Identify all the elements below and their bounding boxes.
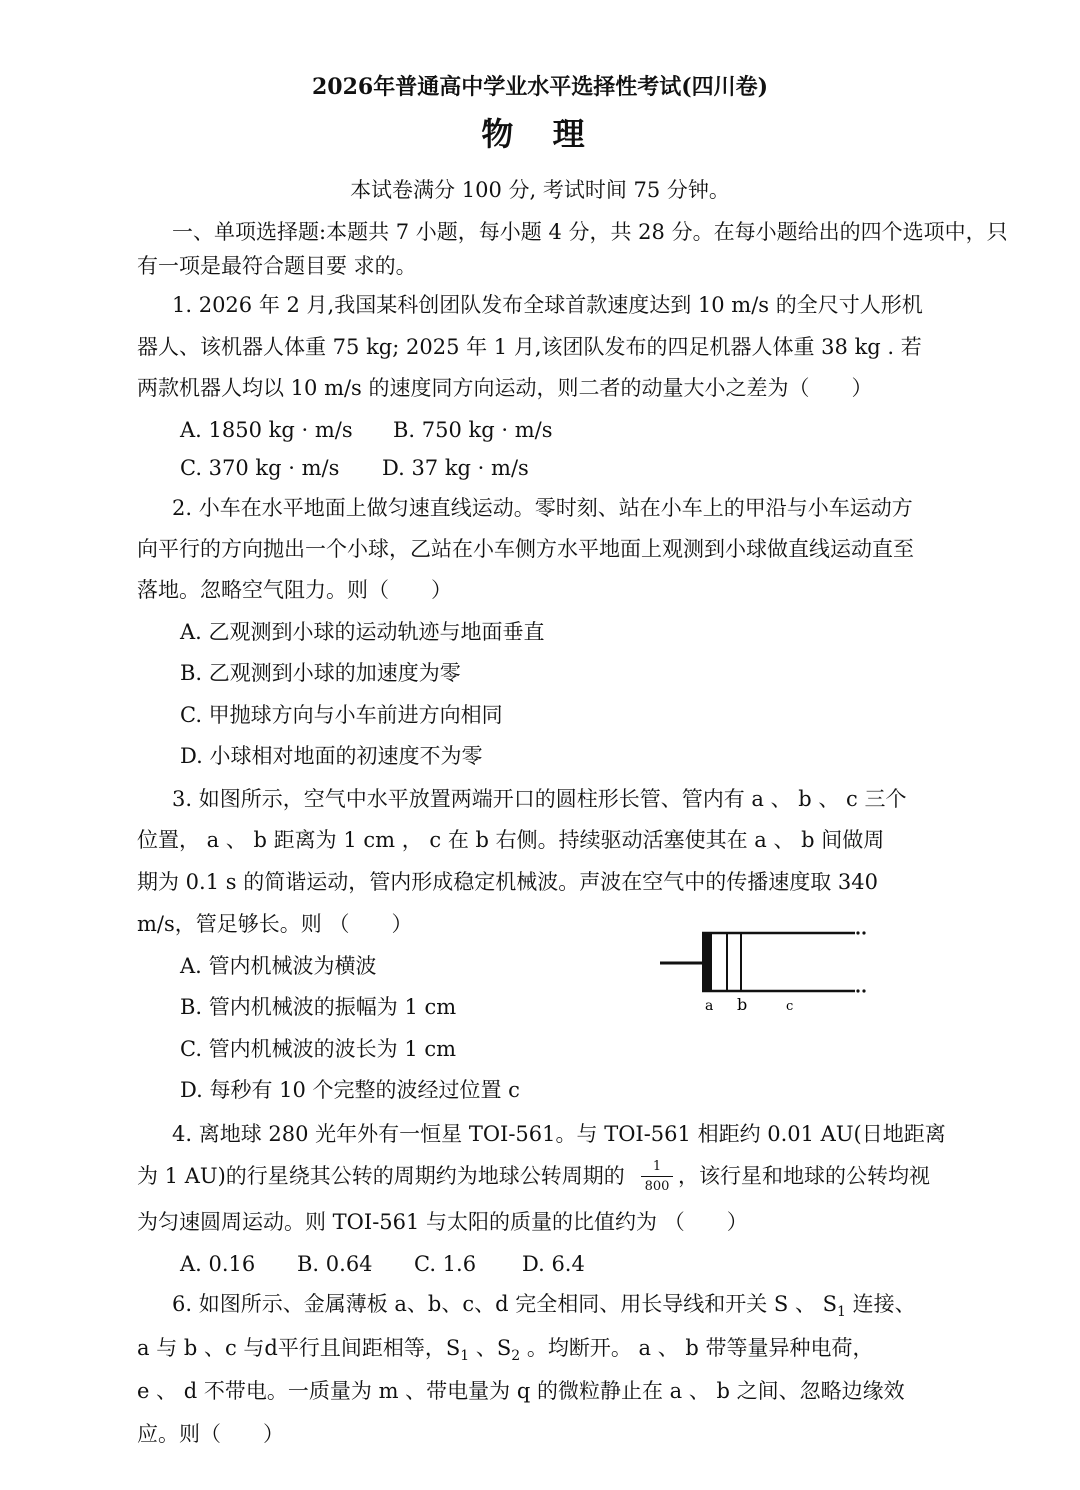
q6-line1-tail: 连接、 [845,1292,916,1316]
q6-line2-sub1: 1 [460,1348,470,1365]
q1-line3: 两款机器人均以 10 m/s 的速度同方向运动，则二者的动量大小之差为（ ） [137,376,873,400]
q4-line2-tail: ，该行星和地球的公转均视 [678,1164,930,1188]
q4-line2: 为 1 AU)的行星绕其公转的周期约为地球公转周期的 [137,1164,625,1188]
tube-bottom-dot-2 [862,989,865,992]
q3-option-d: D. 每秒有 10 个完整的波经过位置 c [180,1078,520,1102]
q3-line3: 期为 0.1 s 的简谐运动，管内形成稳定机械波。声波在空气中的传播速度取 340 [137,870,878,894]
q2-line2: 向平行的方向抛出一个小球，乙站在小车侧方水平地面上观测到小球做直线运动直至 [137,537,914,561]
piston [702,933,712,991]
fraction-numerator: 1 [641,1160,673,1177]
q1-line2: 器人、该机器人体重 75 kg; 2025 年 1 月,该团队发布的四足机器人体重 38 kg . 若 [137,335,922,359]
q2-option-b: B. 乙观测到小球的加速度为零 [180,661,461,685]
exam-note: 本试卷满分 100 分, 考试时间 75 分钟。 [350,178,730,202]
fraction-period-ratio [641,1160,673,1193]
subject-title: 物 理 [481,115,599,153]
q6-line2-tail: 。均断开。 a 、 b 带等量异种电荷， [520,1336,874,1360]
q1-line1: 1. 2026 年 2 月,我国某科创团队发布全球首款速度达到 10 m/s 的全尺寸人形机 [172,293,923,317]
q4-option-d: D. 6.4 [522,1252,585,1276]
label-b: b [737,995,748,1014]
q1-option-c: C. 370 kg · m/s [180,456,340,480]
fraction-denominator: 800 [644,1179,670,1194]
q3-option-a: A. 管内机械波为横波 [180,954,377,978]
tube-piston-figure [655,925,870,1015]
q2-line1: 2. 小车在水平地面上做匀速直线运动。零时刻、站在小车上的甲沿与小车运动方 [172,496,913,520]
tube-top-dot-1 [856,931,859,934]
q3-line2: 位置， a 、 b 距离为 1 cm ， c 在 b 右侧。持续驱动活塞使其在 a 、 b 间做周 [137,828,885,852]
q1-option-a: A. 1850 kg · m/s [180,418,353,442]
q4-option-a: A. 0.16 [180,1252,256,1276]
q3-option-b: B. 管内机械波的振幅为 1 cm [180,995,457,1019]
q6-line1-sub: 1 [837,1304,846,1321]
q4-line3: 为匀速圆周运动。则 TOI-561 与太阳的质量的比值约为 （ ） [137,1210,748,1234]
q1-option-d: D. 37 kg · m/s [382,456,529,480]
q1-option-b: B. 750 kg · m/s [393,418,553,442]
exam-title: 2026年普通高中学业水平选择性考试(四川卷) [311,74,769,100]
section-instructions-line1: 一、单项选择题:本题共 7 小题，每小题 4 分，共 28 分。在每小题给出的四个选项中，只 [172,220,1008,244]
section-instructions-line2: 有一项是最符合题目要 求的。 [137,254,417,278]
q6-line2-text: a 与 b 、c 与d平行且间距相等，S [137,1336,461,1360]
q6-line3: e 、 d 不带电。一质量为 m 、带电量为 q 的微粒静止在 a 、 b 之间、忽略边缘效 [137,1379,905,1403]
tube-bottom-dot-1 [856,989,859,992]
q6-line1-text: 6. 如图所示、金属薄板 a、b、c、d 完全相同、用长导线和开关 S 、 S [172,1292,838,1316]
q6-line4: 应。则（ ） [137,1422,284,1446]
q4-option-c: C. 1.6 [414,1252,477,1276]
q3-line4: m/s，管足够长。则 （ ） [137,912,413,936]
q2-option-c: C. 甲抛球方向与小车前进方向相同 [180,703,503,727]
q3-option-c: C. 管内机械波的波长为 1 cm [180,1037,457,1061]
label-c: c [786,999,794,1014]
tube-top-dot-2 [862,931,865,934]
q6-line2-mid: 、S [469,1336,512,1360]
q4-option-b: B. 0.64 [297,1252,373,1276]
q2-option-d: D. 小球相对地面的初速度不为零 [180,744,483,768]
q6-line1 [172,1294,916,1319]
q6-line2 [137,1338,874,1363]
q4-line1: 4. 离地球 280 光年外有一恒星 TOI-561。与 TOI-561 相距约 0.01 AU(日地距离 [172,1122,946,1146]
q2-line3: 落地。忽略空气阻力。则（ ） [137,578,452,602]
q6-line2-sub2: 2 [511,1348,521,1365]
q3-line1: 3. 如图所示，空气中水平放置两端开口的圆柱形长管、管内有 a 、 b 、 c 三个 [172,787,907,811]
q2-option-a: A. 乙观测到小球的运动轨迹与地面垂直 [180,620,545,644]
label-a: a [705,998,714,1014]
